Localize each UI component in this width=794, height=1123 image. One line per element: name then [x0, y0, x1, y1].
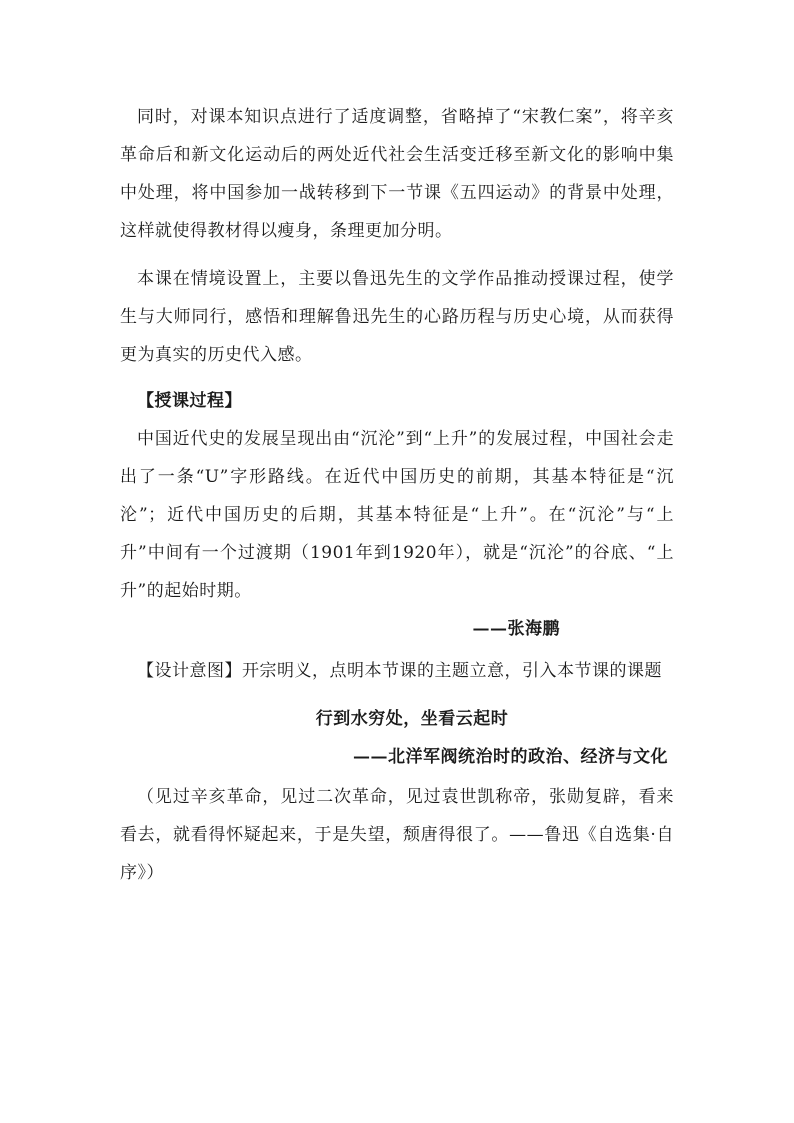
document-body — [120, 98, 674, 892]
design-intent-note: 【设计意图】开宗明义，点明本节课的主题立意，引入本节课的课题 — [137, 661, 662, 681]
paragraph-context-setting: 本课在情境设置上，主要以鲁迅先生的文学作品推动授课过程，使学生与大师同行，感悟和理解鲁迅先生的心路历程与历史心境，从而获得更为真实的历史代入感。 — [120, 269, 674, 365]
lesson-subtitle: ——北洋军阀统治时的政治、经济与文化 — [353, 747, 668, 767]
quote-author: ——张海鹏 — [472, 619, 560, 639]
lu-xun-quote: （见过辛亥革命，见过二次革命，见过袁世凯称帝，张勋复辟，看来看去，就看得怀疑起来，于是失望，颓唐得很了。——鲁迅《自选集·自序》） — [120, 787, 674, 883]
section-heading-process: 【授课过程】 — [137, 391, 242, 411]
lesson-title: 行到水穷处，坐看云起时 — [315, 709, 509, 729]
paragraph-history-quote: 中国近代史的发展呈现出由“沉沦”到“上升”的发展过程，中国社会走出了一条“U”字形路线。在近代中国历史的前期，其基本特征是“沉沦”；近代中国历史的后期，其基本特征是“上升”。在“沉沦”与“上升”中间有一个过渡期（1901年到1920年），就是“沉沦”的谷底、“上升”的起始时期。 — [120, 429, 674, 601]
paragraph-adjustment: 同时，对课本知识点进行了适度调整，省略掉了“宋教仁案”，将辛亥革命后和新文化运动后的两处近代社会生活变迁移至新文化的影响中集中处理，将中国参加一战转移到下一节课《五四运动》的背景中处理，这样就使得教材得以瘦身，条理更加分明。 — [120, 107, 674, 241]
